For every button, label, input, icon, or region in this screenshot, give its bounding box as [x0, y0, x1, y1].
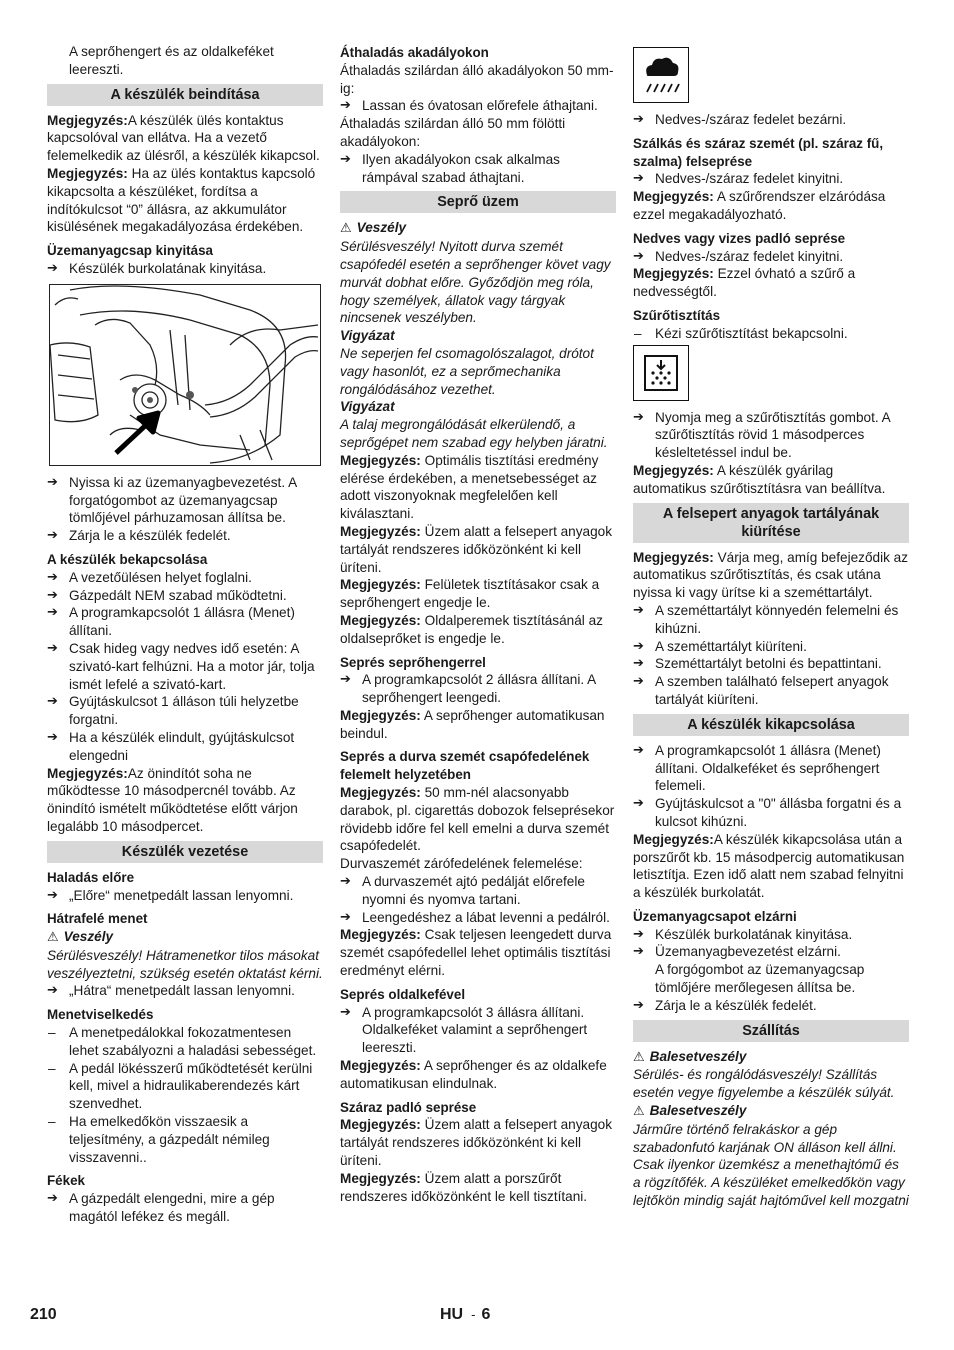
fuel-tap-illustration	[49, 284, 321, 466]
warning-label-text: Veszély	[63, 929, 114, 945]
warning-label	[340, 219, 616, 238]
note-label: Megjegyzés:	[633, 831, 714, 847]
note	[47, 165, 323, 236]
warning-text: Sérülésveszély! Hátramenetkor tilos másokat veszélyeztetni, szükség esetén oktatást kérni.	[47, 947, 323, 981]
subheading: Hátrafelé menet	[47, 911, 148, 927]
subheading: Nedves vagy vizes padló seprése	[633, 230, 846, 246]
note-label: Megjegyzés:	[340, 707, 421, 723]
paragraph: Durvaszemét zárófedelének felemelése:	[340, 856, 583, 872]
instruction-step: ➔ Leengedéshez a lábat levenni a pedálról.	[340, 909, 616, 927]
instruction-step: ➔ Nedves-/száraz fedelet bezárni.	[633, 111, 909, 129]
caution-label: Vigyázat	[340, 328, 395, 344]
instruction-step: ➔ A szeméttartályt könnyedén felemelni és kihúzni.	[633, 602, 909, 638]
instruction-step: ➔ „Hátra“ menetpedált lassan lenyomni.	[47, 982, 323, 1000]
note	[633, 549, 909, 602]
note	[340, 707, 616, 743]
section-heading: Seprő üzem	[340, 191, 616, 213]
warning-label	[47, 928, 323, 947]
instruction-step: ➔ Gyújtáskulcsot a "0" állásba forgatni és a kulcsot kihúzni.	[633, 795, 909, 831]
note-text: A seprőhenger és az oldalkefe automatikusan elindulnak.	[340, 1058, 607, 1091]
instruction-step: ➔ Zárja le a készülék fedelét.	[47, 527, 323, 545]
instruction-step: ➔ Készülék burkolatának kinyitása.	[47, 260, 323, 278]
subheading: Üzemanyagcsap kinyitása	[47, 243, 213, 259]
paragraph: Áthaladás szilárdan álló akadályokon 50 mm-ig:	[340, 62, 614, 96]
instruction-step: ➔ A gázpedált elengedni, mire a gép magától lefékez és megáll.	[47, 1190, 323, 1226]
warning-label	[633, 1048, 909, 1067]
note	[47, 112, 323, 165]
note	[340, 523, 616, 576]
note	[340, 612, 616, 648]
column-left	[47, 43, 323, 1226]
instruction-step: ➔ A durvaszemét ajtó pedálját előrefele nyomni és nyomva tartani.	[340, 873, 616, 909]
instruction-step: ➔ Üzemanyagbevezetést elzárni.	[633, 943, 909, 961]
subheading: Üzemanyagcsapot elzárni	[633, 908, 797, 924]
note	[633, 188, 909, 224]
note-text: Az önindítót soha ne működtesse 10 másodpercnél tovább. Az önindító ismételt működtetése előtt várjon legalább 10 másodpercet.	[47, 765, 298, 834]
warning-triangle-icon: ⚠	[633, 1104, 645, 1120]
dash-list-item: – A menetpedálokkal fokozatmentesen lehet szabályozni a haladási sebességet.	[47, 1024, 323, 1060]
footer-lang-code: HU	[440, 1306, 464, 1323]
note-text: Ezzel óvható a szűrő a nedvességtől.	[633, 266, 856, 300]
instruction-step: ➔ Készülék burkolatának kinyitása.	[633, 926, 909, 944]
note-text: Üzem alatt a porszűrőt rendszeres időközönként le kell tisztítani.	[340, 1170, 588, 1204]
indented-text: A forgógombot az üzemanyagcsap tömlőjére merőlegesen állítsa be.	[655, 962, 865, 996]
note	[633, 831, 909, 902]
note-label: Megjegyzés:	[633, 462, 714, 478]
note-text: Felületek tisztításakor csak a seprőhengert engedje le.	[340, 577, 600, 611]
subheading: Fékek	[47, 1173, 85, 1189]
note-label: Megjegyzés:	[47, 112, 128, 128]
note-text: Várja meg, amíg befejeződik az automatikus szűrőtisztítás, és csak utána nyissa ki vagy ürítse ki a szeméttartályt.	[633, 549, 909, 601]
warning-label	[633, 1102, 909, 1121]
note	[633, 265, 909, 301]
footer-lang	[440, 1306, 490, 1324]
instruction-step: ➔ „Előre“ menetpedált lassan lenyomni.	[47, 887, 323, 905]
column-right	[633, 43, 909, 1210]
note-label: Megjegyzés:	[340, 577, 421, 593]
section-heading: Szállítás	[633, 1020, 909, 1042]
note-text: Optimális tisztítási eredmény elérése érdekében, a menetsebességet az adott viszonyoknak megfelelően kell kiválasztani.	[340, 452, 599, 522]
note	[340, 576, 616, 612]
note	[340, 452, 616, 523]
footer-sep: -	[471, 1307, 476, 1322]
instruction-step: ➔ A programkapcsolót 1 állásra (Menet) állítani. Oldalkeféket és seprőhengert felemeli.	[633, 742, 909, 795]
note-label: Megjegyzés:	[340, 612, 421, 628]
subheading: Menetviselkedés	[47, 1007, 154, 1023]
subheading: Szűrőtisztítás	[633, 307, 721, 323]
instruction-step: ➔ Ha a készülék elindult, gyújtáskulcsot elengedni	[47, 729, 323, 765]
note-text: Csak teljesen leengedett durva szemét csapófedellel lehet optimális tisztítási eredményt elérni.	[340, 927, 612, 979]
instruction-step: ➔ Ilyen akadályokon csak alkalmas rámpával szabad áthajtani.	[340, 151, 616, 187]
note-text: A készülék kikapcsolása után a porszűrőt kb. 15 másodpercig automatikusan letisztítja. Ezen idő alatt nem szabad felnyitni a készülék burkolatát.	[633, 831, 905, 901]
note-text: 50 mm-nél alacsonyabb darabok, pl. cigarettás dobozok felseprésekor rövidebb időre fel kell emelni a durva szemét csapófedelét.	[340, 785, 615, 854]
warning-triangle-icon: ⚠	[633, 1049, 645, 1065]
instruction-step: ➔ Szeméttartályt betolni és bepattintani.	[633, 655, 909, 673]
warning-triangle-icon: ⚠	[340, 221, 352, 237]
note-label: Megjegyzés:	[340, 927, 421, 943]
note-label: Megjegyzés:	[340, 785, 421, 801]
note	[340, 1057, 616, 1093]
section-heading: A készülék beindítása	[47, 84, 323, 106]
section-heading: A felsepert anyagok tartályának kiürítése	[633, 503, 909, 543]
instruction-step: ➔ Zárja le a készülék fedelét.	[633, 997, 909, 1015]
warning-label-text: Balesetveszély	[649, 1103, 747, 1119]
instruction-step: ➔ Nedves-/száraz fedelet kinyitni.	[633, 170, 909, 188]
dash-list-item: – Ha emelkedőkön visszaesik a teljesítmény, a gázpedált némileg visszavenni..	[47, 1113, 323, 1166]
note	[340, 926, 616, 979]
subheading: Szálkás és száraz szemét (pl. száraz fű, szalma) felseprése	[633, 135, 884, 169]
note-label: Megjegyzés:	[633, 549, 714, 565]
note-text: A szűrőrendszer elzáródása ezzel megakadályozható.	[633, 189, 886, 222]
note-label: Megjegyzés:	[340, 1170, 421, 1186]
note-label: Megjegyzés:	[340, 523, 421, 539]
instruction-step: ➔ Nyomja meg a szűrőtisztítás gombot. A szűrőtisztítás rövid 1 másodperces késleltetéssel indul be.	[633, 409, 909, 462]
note-label: Megjegyzés:	[47, 165, 128, 181]
subheading: A készülék bekapcsolása	[47, 551, 208, 567]
instruction-step: ➔ Nedves-/száraz fedelet kinyitni.	[633, 248, 909, 266]
subheading: Áthaladás akadályokon	[340, 45, 489, 60]
instruction-step: ➔ A szeméttartályt kiüríteni.	[633, 638, 909, 656]
note	[633, 462, 909, 498]
filter-cleaning-icon	[633, 345, 689, 401]
subheading: Seprés a durva szemét csapófedelének felemelt helyzetében	[340, 749, 590, 783]
note-text: A készülék gyárilag automatikus szűrőtisztításra van beállítva.	[633, 462, 886, 496]
warning-label-text: Balesetveszély	[649, 1048, 747, 1064]
dash-list-item: – Kézi szűrőtisztítást bekapcsolni.	[633, 325, 909, 343]
note	[340, 784, 616, 855]
instruction-step: ➔ A programkapcsolót 3 állásra állítani. Oldalkeféket valamint a seprőhengert leereszti.	[340, 1004, 616, 1057]
note-text: Üzem alatt a felsepert anyagok tartályát rendszeres időközönként ki kell üríteni.	[340, 523, 613, 575]
note-text: A készülék ülés kontaktus kapcsolóval van ellátva. Ha a vezető felemelkedik az ülésről, a készülék kikapcsol.	[47, 112, 320, 164]
page-number: 210	[30, 1306, 57, 1323]
instruction-step: ➔ Gyújtáskulcsot 1 álláson túli helyzetbe forgatni.	[47, 693, 323, 729]
note-text: Ha az ülés kontaktus kapcsoló kikapcsolta a készüléket, fordítsa a indítókulcsot “0” állásra, az akkumulátor kisülésének megakadályozása érdekében.	[47, 165, 316, 235]
warning-triangle-icon: ⚠	[47, 930, 59, 946]
instruction-step: ➔ A vezetőülésen helyet foglalni.	[47, 569, 323, 587]
footer-section-number: 6	[481, 1306, 491, 1323]
subheading: Haladás előre	[47, 869, 135, 885]
note	[340, 1170, 616, 1206]
section-heading: Készülék vezetése	[47, 841, 323, 863]
dash-list-item: – A pedál lökésszerű működtetését kerülni kell, mivel a hidraulikaberendezés kárt szenvedhet.	[47, 1060, 323, 1113]
instruction-step: ➔ Csak hideg vagy nedves idő esetén: A szivató-kart felhúzni. Ha a motor jár, tolja ismét lefelé a szivató-kart.	[47, 640, 323, 693]
instruction-step: ➔ Nyissa ki az üzemanyagbevezetést. A forgatógombot az üzemanyagcsap tömlőjével párhuzamosan állítsa be.	[47, 474, 323, 527]
note-label: Megjegyzés:	[633, 189, 714, 205]
instruction-step: ➔ A programkapcsolót 2 állásra állítani. A seprőhengert leengedi.	[340, 671, 616, 707]
paragraph: Áthaladás szilárdan álló 50 mm fölötti akadályokon:	[340, 116, 566, 149]
note-text: Oldalperemek tisztításánál az oldalseprőket is engedje le.	[340, 612, 603, 646]
instruction-step: ➔ Lassan és óvatosan előrefele áthajtani.	[340, 97, 616, 115]
column-middle	[340, 43, 616, 1205]
instruction-step: ➔ Gázpedált NEM szabad működtetni.	[47, 587, 323, 605]
warning-text: Ne seperjen fel csomagolószalagot, drótot vagy hasonlót, ez a seprőmechanika rongálódásához vezethet.	[340, 345, 594, 397]
note-label: Megjegyzés:	[340, 452, 421, 468]
indented-text: A seprőhengert és az oldalkeféket leereszti.	[69, 44, 274, 77]
subheading: Száraz padló seprése	[340, 1099, 477, 1115]
subheading: Seprés seprőhengerrel	[340, 654, 486, 670]
note-text: A seprőhenger automatikusan beindul.	[340, 707, 605, 741]
section-heading: A készülék kikapcsolása	[633, 714, 909, 736]
subheading: Seprés oldalkefével	[340, 986, 466, 1002]
instruction-step: ➔ A szemben található felsepert anyagok tartályát kiüríteni.	[633, 673, 909, 709]
warning-text: Járműre történő felrakáskor a gép szabadonfutó karjának ON álláson kell állni. Csak ilyenkor üzemkész a menethajtómű és a rögzítőfék. A készüléket emelkedőkön vagy lejtőkön mindig saját hajtóművel kell mozgatni	[633, 1121, 909, 1209]
note	[47, 765, 323, 836]
warning-text: Sérülésveszély! Nyitott durva szemét csapófedél esetén a seprőhenger követ vagy murvát dobhat előre. Győződjön meg róla, hogy személyek, állatok vagy tárgyak nincsenek veszélyben.	[340, 239, 611, 326]
warning-label-text: Veszély	[356, 220, 407, 236]
note-label: Megjegyzés:	[340, 1117, 421, 1133]
instruction-step: ➔ A programkapcsolót 1 állásra (Menet) állítani.	[47, 604, 323, 640]
note-text: Üzem alatt a felsepert anyagok tartályát rendszeres időközönként ki kell üríteni.	[340, 1117, 613, 1169]
note-label: Megjegyzés:	[633, 266, 714, 282]
warning-text: Sérülés- és rongálódásveszély! Szállítás esetén vegye figyelembe a készülék súlyát.	[633, 1067, 895, 1101]
caution-label: Vigyázat	[340, 399, 395, 415]
note-label: Megjegyzés:	[47, 765, 128, 781]
note	[340, 1116, 616, 1169]
warning-text: A talaj megrongálódását elkerülendő, a seprőgépet nem szabad egy helyben járatni.	[340, 417, 608, 450]
note-label: Megjegyzés:	[340, 1058, 421, 1074]
wet-dry-flap-icon	[633, 47, 689, 103]
